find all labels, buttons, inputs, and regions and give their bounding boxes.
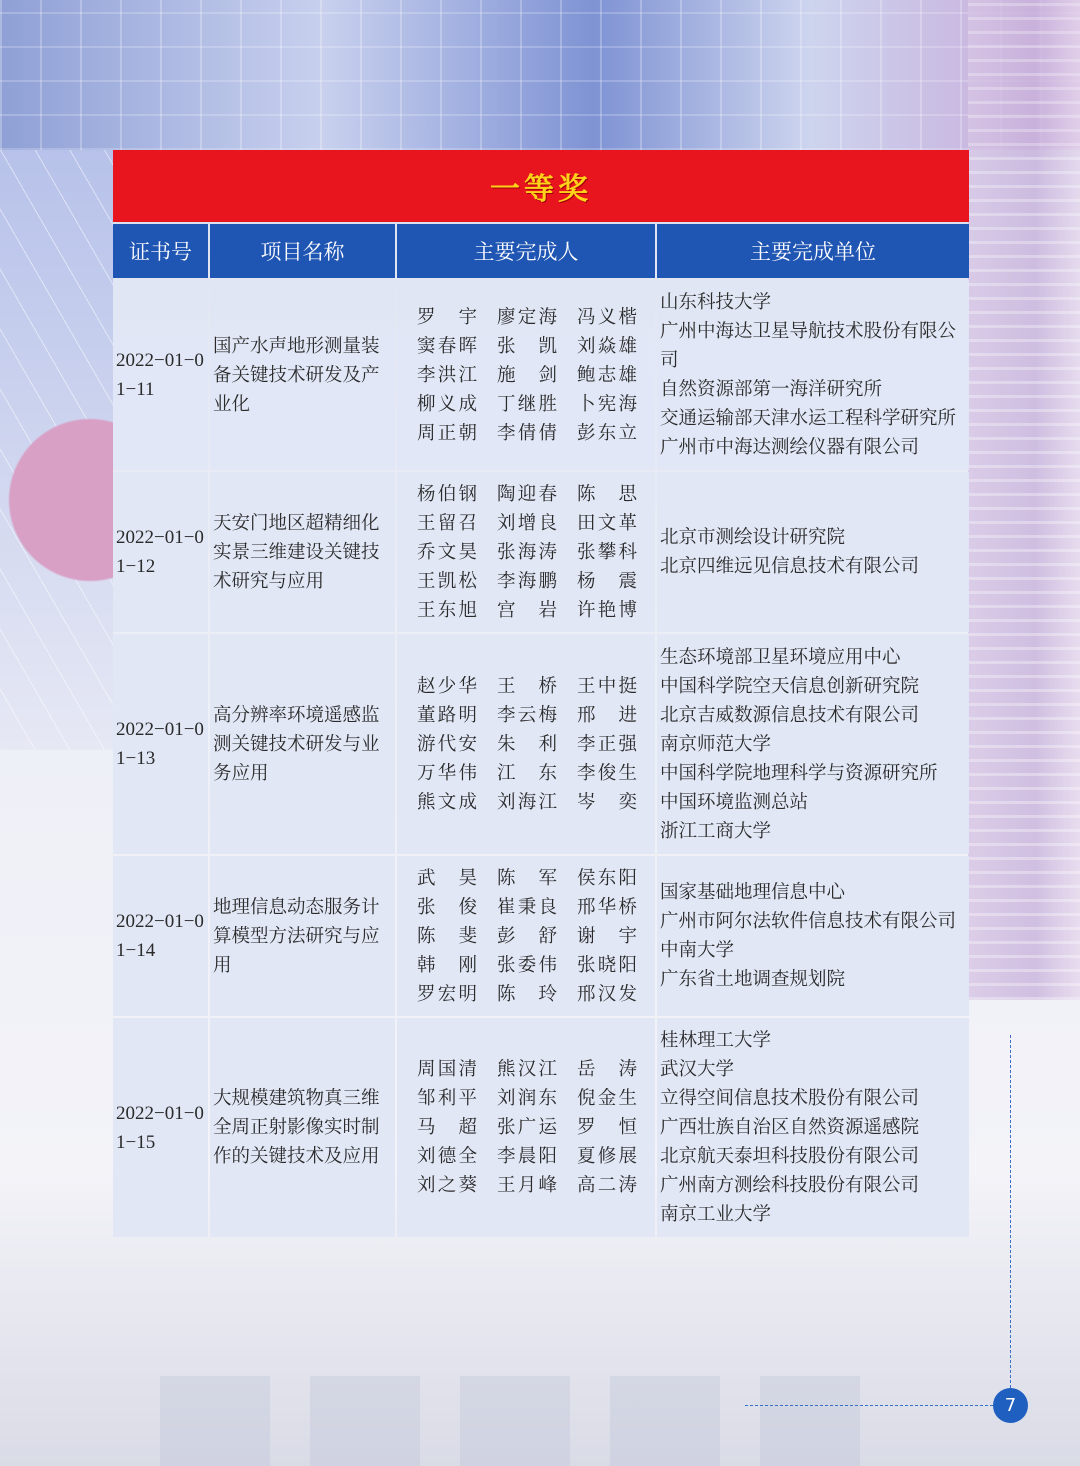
person-name: 柳义成 bbox=[417, 393, 477, 415]
people-cell bbox=[397, 280, 655, 470]
dashed-divider-vertical bbox=[1010, 1035, 1011, 1388]
person-name: 李海鹏 bbox=[497, 570, 557, 592]
table-row bbox=[113, 856, 969, 1016]
person-name: 张海涛 bbox=[497, 541, 557, 563]
person-name: 王月峰 bbox=[497, 1175, 557, 1196]
person-name: 周正朝 bbox=[417, 422, 477, 444]
person-name: 王留召 bbox=[417, 512, 477, 534]
person-name: 乔文昊 bbox=[417, 541, 477, 563]
header-people: 主要完成人 bbox=[397, 224, 655, 278]
person-name: 夏修展 bbox=[577, 1146, 637, 1167]
org-name: 国家基础地理信息中心 bbox=[660, 882, 846, 903]
person-name: 侯东阳 bbox=[577, 867, 637, 889]
person-name: 刘焱雄 bbox=[577, 335, 637, 357]
cert-number: 2022−01−01−14 bbox=[116, 911, 204, 961]
org-name: 中国科学院空天信息创新研究院 bbox=[660, 675, 920, 697]
person-name: 高二涛 bbox=[577, 1175, 637, 1196]
person-name: 窦春晖 bbox=[417, 335, 477, 357]
table-header bbox=[113, 224, 969, 278]
org-name: 北京航天泰坦科技股份有限公司 bbox=[660, 1146, 920, 1167]
org-name: 自然资源部第一海洋研究所 bbox=[660, 379, 883, 400]
page-number: 7 bbox=[993, 1388, 1028, 1423]
org-name: 北京市测绘设计研究院 bbox=[660, 527, 846, 548]
person-name: 赵少华 bbox=[417, 675, 477, 697]
header-orgs: 主要完成单位 bbox=[657, 224, 969, 278]
person-name: 邢进 bbox=[577, 704, 637, 726]
table-row bbox=[113, 634, 969, 854]
project-name-cell bbox=[210, 472, 395, 632]
person-name: 宫岩 bbox=[497, 599, 557, 621]
person-name: 王凯松 bbox=[417, 570, 477, 592]
org-name: 广州南方测绘科技股份有限公司 bbox=[660, 1175, 920, 1196]
orgs-cell bbox=[657, 634, 969, 854]
org-name: 南京工业大学 bbox=[660, 1204, 772, 1225]
table-row bbox=[113, 472, 969, 632]
people-cell bbox=[397, 856, 655, 1016]
person-name: 熊文成 bbox=[417, 791, 477, 813]
person-name: 张凯 bbox=[497, 335, 557, 357]
orgs-cell bbox=[657, 1018, 969, 1237]
dashed-divider-horizontal bbox=[745, 1405, 993, 1406]
person-name: 朱利 bbox=[497, 733, 557, 755]
org-name: 南京师范大学 bbox=[660, 733, 772, 755]
org-name: 中国科学院地理科学与资源研究所 bbox=[660, 762, 938, 784]
person-name: 邢华桥 bbox=[577, 896, 637, 918]
person-name: 张俊 bbox=[417, 896, 477, 918]
org-name: 广州市中海达测绘仪器有限公司 bbox=[660, 437, 920, 458]
org-name: 广州市阿尔法软件信息技术有限公司 bbox=[660, 911, 957, 932]
decorative-right-graphic bbox=[968, 0, 1080, 1000]
project-name: 天安门地区超精细化实景三维建设关键技术研究与应用 bbox=[213, 512, 380, 592]
cert-number-cell bbox=[113, 856, 208, 1016]
project-name: 国产水声地形测量装备关键技术研发及产业化 bbox=[213, 335, 380, 415]
person-name: 鲍志雄 bbox=[577, 364, 637, 386]
person-name: 李洪江 bbox=[417, 364, 477, 386]
person-name: 刘德全 bbox=[417, 1146, 477, 1167]
person-name: 刘增良 bbox=[497, 512, 557, 534]
person-name: 张委伟 bbox=[497, 954, 557, 976]
decorative-header-graphic bbox=[0, 0, 1080, 150]
cert-number: 2022−01−01−12 bbox=[116, 527, 204, 577]
person-name: 罗宇 bbox=[417, 306, 477, 328]
org-name: 中南大学 bbox=[660, 940, 735, 961]
org-name: 广州中海达卫星导航技术股份有限公司 bbox=[660, 321, 957, 371]
person-name: 陈玲 bbox=[497, 983, 557, 1005]
org-name: 立得空间信息技术股份有限公司 bbox=[660, 1088, 920, 1109]
cert-number-cell bbox=[113, 1018, 208, 1237]
project-name-cell bbox=[210, 634, 395, 854]
orgs-cell bbox=[657, 472, 969, 632]
decorative-bottom-graphic bbox=[160, 1376, 860, 1466]
person-name: 彭舒 bbox=[497, 925, 557, 947]
person-name: 李晨阳 bbox=[497, 1146, 557, 1167]
project-name-cell bbox=[210, 856, 395, 1016]
person-name: 马超 bbox=[417, 1117, 477, 1138]
person-name: 陈思 bbox=[577, 483, 637, 505]
header-project: 项目名称 bbox=[210, 224, 395, 278]
org-name: 北京四维远见信息技术有限公司 bbox=[660, 556, 920, 577]
orgs-cell bbox=[657, 280, 969, 470]
person-name: 李倩倩 bbox=[497, 422, 557, 444]
cert-number-cell bbox=[113, 472, 208, 632]
person-name: 罗恒 bbox=[577, 1117, 637, 1138]
people-cell bbox=[397, 634, 655, 854]
person-name: 刘润东 bbox=[497, 1088, 557, 1109]
person-name: 张广运 bbox=[497, 1117, 557, 1138]
orgs-cell bbox=[657, 856, 969, 1016]
award-title: 一等奖 bbox=[113, 150, 969, 222]
org-name: 武汉大学 bbox=[660, 1059, 735, 1080]
person-name: 江东 bbox=[497, 762, 557, 784]
people-cell bbox=[397, 472, 655, 632]
person-name: 张晓阳 bbox=[577, 954, 637, 976]
person-name: 冯义楷 bbox=[577, 306, 637, 328]
person-name: 崔秉良 bbox=[497, 896, 557, 918]
person-name: 杨伯钢 bbox=[417, 483, 477, 505]
person-name: 熊汉江 bbox=[497, 1059, 557, 1080]
person-name: 廖定海 bbox=[497, 306, 557, 328]
person-name: 罗宏明 bbox=[417, 983, 477, 1005]
person-name: 倪金生 bbox=[577, 1088, 637, 1109]
person-name: 谢宇 bbox=[577, 925, 637, 947]
person-name: 王中挺 bbox=[577, 675, 637, 697]
person-name: 张攀科 bbox=[577, 541, 637, 563]
person-name: 邹利平 bbox=[417, 1088, 477, 1109]
person-name: 李云梅 bbox=[497, 704, 557, 726]
person-name: 刘海江 bbox=[497, 791, 557, 813]
person-name: 王桥 bbox=[497, 675, 557, 697]
person-name: 李正强 bbox=[577, 733, 637, 755]
org-name: 浙江工商大学 bbox=[660, 820, 772, 842]
person-name: 施剑 bbox=[497, 364, 557, 386]
person-name: 游代安 bbox=[417, 733, 477, 755]
person-name: 武昊 bbox=[417, 867, 477, 889]
person-name: 陈军 bbox=[497, 867, 557, 889]
person-name: 陈斐 bbox=[417, 925, 477, 947]
project-name: 大规模建筑物真三维全周正射影像实时制作的关键技术及应用 bbox=[213, 1088, 380, 1167]
cert-number: 2022−01−01−11 bbox=[116, 350, 204, 400]
person-name: 万华伟 bbox=[417, 762, 477, 784]
header-cert-no: 证书号 bbox=[113, 224, 208, 278]
person-name: 李俊生 bbox=[577, 762, 637, 784]
decorative-left-graphic bbox=[0, 150, 113, 750]
cert-number-cell bbox=[113, 634, 208, 854]
person-name: 韩刚 bbox=[417, 954, 477, 976]
cert-number-cell bbox=[113, 280, 208, 470]
person-name: 卜宪海 bbox=[577, 393, 637, 415]
person-name: 丁继胜 bbox=[497, 393, 557, 415]
project-name: 地理信息动态服务计算模型方法研究与应用 bbox=[213, 896, 380, 976]
people-cell bbox=[397, 1018, 655, 1237]
person-name: 周国清 bbox=[417, 1059, 477, 1080]
cert-number: 2022−01−01−15 bbox=[116, 1102, 204, 1153]
person-name: 田文革 bbox=[577, 512, 637, 534]
person-name: 王东旭 bbox=[417, 599, 477, 621]
person-name: 岑奕 bbox=[577, 791, 637, 813]
table-row bbox=[113, 280, 969, 470]
person-name: 董路明 bbox=[417, 704, 477, 726]
person-name: 许艳博 bbox=[577, 599, 637, 621]
org-name: 生态环境部卫星环境应用中心 bbox=[660, 646, 901, 668]
table-row bbox=[113, 1018, 969, 1237]
person-name: 彭东立 bbox=[577, 422, 637, 444]
project-name-cell bbox=[210, 1018, 395, 1237]
person-name: 邢汉发 bbox=[577, 983, 637, 1005]
org-name: 中国环境监测总站 bbox=[660, 791, 809, 813]
org-name: 桂林理工大学 bbox=[660, 1030, 772, 1051]
org-name: 北京吉威数源信息技术有限公司 bbox=[660, 704, 920, 726]
cert-number: 2022−01−01−13 bbox=[116, 719, 204, 769]
org-name: 广东省土地调查规划院 bbox=[660, 969, 846, 990]
person-name: 刘之葵 bbox=[417, 1175, 477, 1196]
person-name: 杨震 bbox=[577, 570, 637, 592]
award-table bbox=[113, 150, 969, 1237]
project-name: 高分辨率环境遥感监测关键技术研发与业务应用 bbox=[213, 704, 380, 784]
person-name: 陶迎春 bbox=[497, 483, 557, 505]
person-name: 岳涛 bbox=[577, 1059, 637, 1080]
project-name-cell bbox=[210, 280, 395, 470]
org-name: 交通运输部天津水运工程科学研究所 bbox=[660, 408, 957, 429]
org-name: 山东科技大学 bbox=[660, 292, 772, 313]
org-name: 广西壮族自治区自然资源遥感院 bbox=[660, 1117, 920, 1138]
